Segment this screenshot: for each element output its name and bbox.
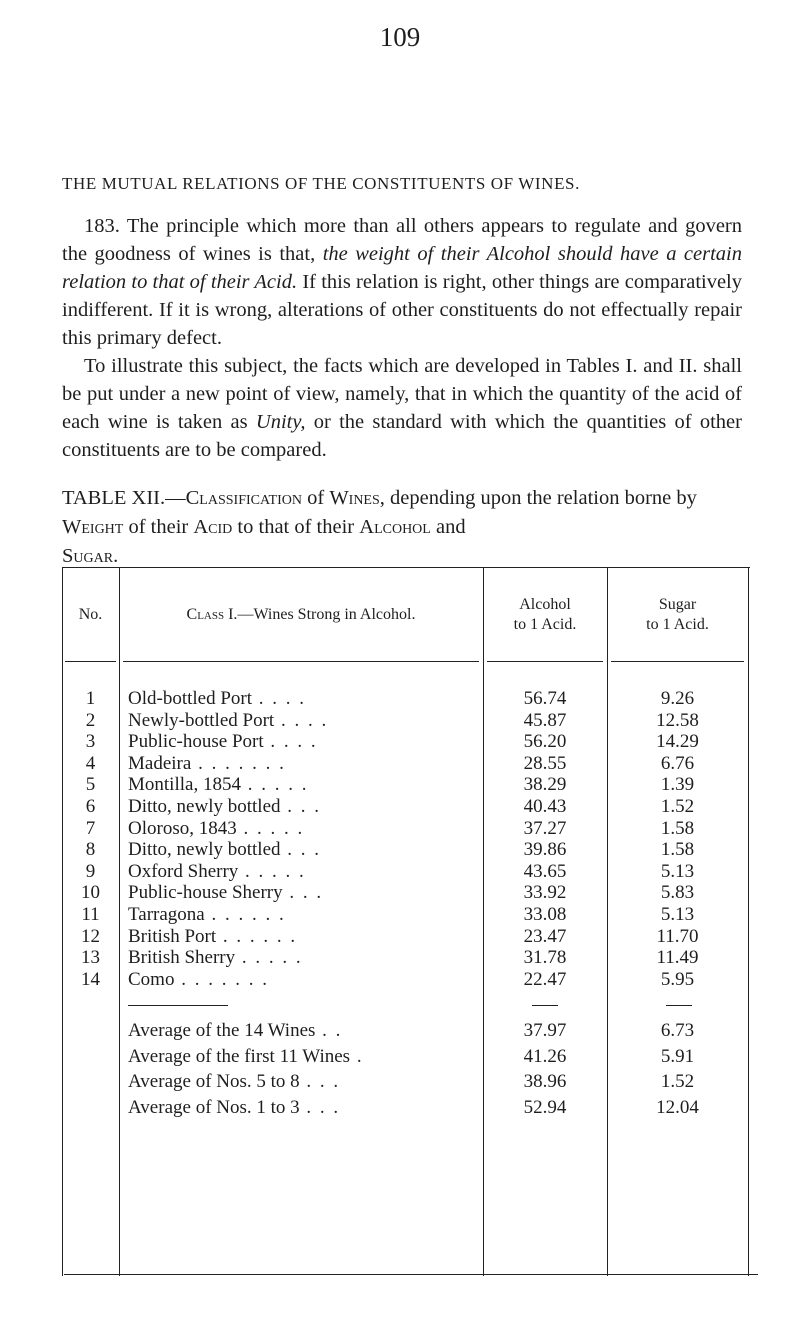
row-alcohol: 31.78 [523, 947, 567, 969]
table-row [62, 861, 748, 883]
row-number: 2 [85, 709, 96, 731]
row-number: 11 [81, 903, 100, 925]
header-sugar-line1: Sugar [658, 595, 697, 613]
average-label [128, 1044, 473, 1070]
row-number: 14 [81, 968, 100, 990]
table-body [62, 688, 748, 990]
section-rule [532, 1005, 558, 1006]
leader-dots: . . . . . . [204, 903, 286, 925]
table-row [62, 818, 748, 840]
leader-dots: . . . . . . . [174, 968, 269, 990]
caption-text: , depending upon the relation borne by [379, 487, 697, 509]
row-number: 5 [85, 774, 96, 796]
row-alcohol: 38.29 [523, 774, 567, 796]
leader-dots: . . . [280, 795, 322, 817]
table-row [62, 688, 748, 710]
average-alcohol: 38.96 [523, 1071, 567, 1092]
row-wine [128, 710, 473, 732]
row-sugar: 5.13 [660, 860, 695, 882]
header-class-label: Class I. [186, 605, 238, 623]
header-rule [611, 661, 744, 662]
row-sugar: 1.58 [660, 817, 695, 839]
row-wine [128, 969, 473, 991]
leader-dots: . . . . [252, 688, 307, 709]
average-row [62, 1018, 748, 1044]
row-sugar: 5.83 [660, 882, 695, 904]
row-number: 1 [85, 688, 96, 709]
table-row [62, 796, 748, 818]
row-alcohol: 45.87 [523, 709, 567, 731]
table-row [62, 882, 748, 904]
leader-dots: . . . . . [240, 774, 309, 796]
row-number: 10 [81, 882, 100, 904]
table-row [62, 710, 748, 732]
row-number: 12 [81, 925, 100, 947]
caption-text: Sugar. [62, 545, 119, 567]
row-alcohol: 23.47 [523, 925, 567, 947]
average-alcohol: 37.97 [523, 1020, 567, 1041]
wine-name: Madeira [128, 752, 192, 774]
leader-dots: . . . . . . . [191, 752, 286, 774]
section-rule [666, 1005, 692, 1006]
row-alcohol: 33.08 [523, 903, 567, 925]
row-sugar: 11.70 [656, 925, 699, 947]
wine-table [62, 567, 750, 1276]
wine-name: Tarragona [128, 903, 205, 925]
paragraph-text: or the standard with which the quantities of other constituents are to be compared. [62, 411, 742, 461]
row-alcohol: 37.27 [523, 817, 567, 839]
leader-dots: . . [315, 1020, 343, 1041]
row-alcohol: 43.65 [523, 860, 567, 882]
wine-name: Ditto, newly bottled [128, 839, 281, 861]
average-name: Average of the 14 Wines [128, 1020, 316, 1041]
row-wine [128, 688, 473, 710]
row-wine [128, 861, 473, 883]
row-sugar: 1.39 [660, 774, 695, 796]
table-bottom-rule [64, 1274, 758, 1275]
row-number: 3 [85, 731, 96, 753]
row-alcohol: 56.74 [523, 688, 567, 709]
average-sugar: 12.04 [656, 1096, 699, 1118]
row-sugar: 6.76 [660, 752, 695, 774]
caption-dash: — [165, 487, 186, 509]
wine-name: Ditto, newly bottled [128, 795, 281, 817]
average-name: Average of the first 11 Wines [128, 1045, 351, 1067]
table-row [62, 969, 748, 991]
paragraph-number: 183. [84, 215, 120, 237]
paragraph-illustrate [62, 352, 742, 464]
row-alcohol: 56.20 [523, 731, 567, 753]
row-wine [128, 926, 473, 948]
header-alcohol-line1: Alcohol [519, 595, 571, 613]
row-sugar: 9.26 [660, 688, 695, 709]
table-row [62, 753, 748, 775]
wine-name: Oloroso, 1843 [128, 817, 237, 839]
leader-dots: . . . [282, 882, 324, 904]
header-rule [123, 661, 479, 662]
row-wine [128, 731, 473, 753]
row-number: 9 [85, 860, 96, 882]
table-row [62, 904, 748, 926]
caption-text: Classification [185, 487, 302, 509]
row-sugar: 5.95 [660, 968, 695, 990]
wine-name: Public-house Sherry [128, 882, 283, 904]
paragraph-text: If this relation is right, other things are comparatively indifferent. If it is wrong, alterations of other constituents do not effectually repair this primary defect. [62, 271, 743, 349]
average-row [62, 1095, 748, 1121]
row-number: 6 [85, 795, 96, 817]
row-sugar: 1.52 [660, 795, 695, 817]
header-no: No. [78, 605, 103, 623]
page-number: 109 [379, 22, 421, 52]
average-row [62, 1069, 748, 1095]
table-row [62, 839, 748, 861]
leader-dots: . . . [299, 1071, 341, 1092]
row-sugar: 1.58 [660, 839, 695, 861]
row-wine [128, 753, 473, 775]
caption-text: to that of their [232, 516, 360, 538]
leader-dots: . . . . . [235, 947, 303, 969]
average-label [128, 1095, 473, 1121]
wine-name: Old-bottled Port [128, 688, 253, 709]
paragraph-emphasis: Unity, [255, 411, 306, 433]
header-rule [65, 661, 116, 662]
row-sugar: 5.13 [660, 903, 695, 925]
caption-text: Wines [329, 487, 380, 509]
table-caption [62, 484, 746, 571]
running-head: THE MUTUAL RELATIONS OF THE CONSTITUENTS OF WINES. [62, 174, 580, 193]
table-row [62, 926, 748, 948]
header-class [119, 568, 483, 661]
average-alcohol: 52.94 [523, 1096, 567, 1118]
leader-dots: . [350, 1045, 364, 1067]
average-name: Average of Nos. 1 to 3 [128, 1096, 300, 1118]
paragraph-emphasis: the weight of their Alcohol should have a certain relation to that of their Acid. [62, 243, 742, 293]
leader-dots: . . . . . . [216, 925, 298, 947]
row-sugar: 11.49 [656, 947, 699, 969]
section-rule [128, 1005, 228, 1006]
row-wine [128, 774, 473, 796]
header-sugar [607, 568, 748, 661]
caption-text: and [430, 516, 466, 538]
paragraph-183 [62, 212, 742, 352]
average-alcohol: 41.26 [523, 1045, 567, 1067]
leader-dots: . . . [280, 839, 322, 861]
table-border [748, 568, 749, 1276]
wine-name: Como [128, 968, 175, 990]
table-label: TABLE XII. [62, 487, 166, 509]
averages [62, 1018, 748, 1120]
header-alcohol-line2: to 1 Acid. [513, 615, 577, 633]
wine-name: Oxford Sherry [128, 860, 239, 882]
average-label [128, 1069, 473, 1095]
row-wine [128, 947, 473, 969]
row-number: 8 [85, 839, 96, 861]
wine-name: British Port [128, 925, 217, 947]
average-label [128, 1018, 473, 1044]
row-alcohol: 39.86 [523, 839, 567, 861]
table-row [62, 774, 748, 796]
leader-dots: . . . . . [236, 817, 305, 839]
leader-dots: . . . . . [238, 860, 306, 882]
wine-name: Public-house Port [128, 731, 264, 753]
caption-text: Acid [193, 516, 233, 538]
row-alcohol: 40.43 [523, 795, 567, 817]
row-alcohol: 22.47 [523, 968, 567, 990]
row-wine [128, 818, 473, 840]
header-sugar-line2: to 1 Acid. [646, 615, 709, 633]
row-number: 4 [85, 752, 96, 774]
row-wine [128, 882, 473, 904]
leader-dots: . . . . [274, 709, 329, 731]
header-class-rest: —Wines Strong in Alcohol. [237, 605, 416, 623]
table-row [62, 731, 748, 753]
row-sugar: 12.58 [656, 709, 699, 731]
row-wine [128, 904, 473, 926]
average-sugar: 1.52 [660, 1071, 695, 1092]
leader-dots: . . . . [263, 731, 318, 753]
row-sugar: 14.29 [656, 731, 699, 753]
wine-name: British Sherry [128, 947, 236, 969]
row-wine [128, 839, 473, 861]
leader-dots: . . . [299, 1096, 341, 1118]
row-alcohol: 28.55 [523, 752, 567, 774]
body-text [62, 212, 742, 464]
caption-text: Alcohol [359, 516, 431, 538]
average-sugar: 5.91 [660, 1045, 695, 1067]
average-name: Average of Nos. 5 to 8 [128, 1071, 300, 1092]
caption-text: Weight [62, 516, 124, 538]
row-number: 7 [85, 817, 96, 839]
table-row [62, 947, 748, 969]
wine-name: Newly-bottled Port [128, 709, 275, 731]
row-alcohol: 33.92 [523, 882, 567, 904]
header-alcohol [483, 568, 607, 661]
header-rule [487, 661, 603, 662]
row-number: 13 [81, 947, 100, 969]
caption-text: of their [123, 516, 194, 538]
average-row [62, 1044, 748, 1070]
paragraph-text: The principle which more than all others appears to regulate and govern the goodness of wines is that, [62, 215, 742, 265]
caption-text: of [301, 487, 330, 509]
paragraph-text: To illustrate this subject, the facts which are developed in Tables I. and II. shall be put under a new point of view, namely, that in which the quantity of the acid of each wine is taken as [62, 355, 742, 433]
average-sugar: 6.73 [660, 1020, 695, 1041]
wine-name: Montilla, 1854 [128, 774, 241, 796]
row-wine [128, 796, 473, 818]
